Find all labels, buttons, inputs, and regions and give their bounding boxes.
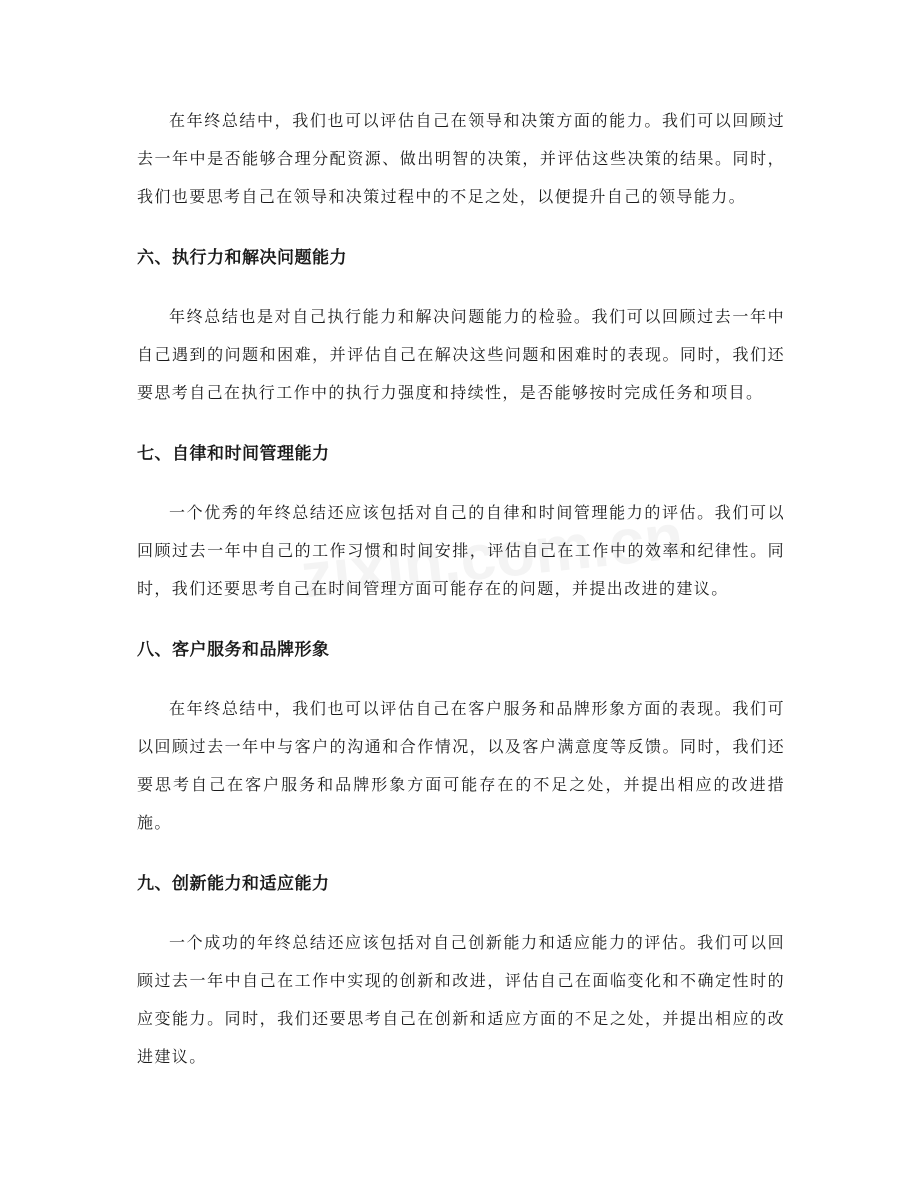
section-paragraph-7: 一个优秀的年终总结还应该包括对自己的自律和时间管理能力的评估。我们可以回顾过去一年中自己的工作习惯和时间安排，评估自己在工作中的效率和纪律性。同时，我们还要思考自己在时间管理方面可能存在的问题，并提出改进的建议。	[137, 503, 785, 598]
section-heading-6: 六、执行力和解决问题能力	[137, 248, 347, 268]
section-heading-7: 七、自律和时间管理能力	[137, 444, 330, 464]
section-paragraph-8: 在年终总结中，我们也可以评估自己在客户服务和品牌形象方面的表现。我们可以回顾过去一年中与客户的沟通和合作情况，以及客户满意度等反馈。同时，我们还要思考自己在客户服务和品牌形象方面可能存在的不足之处，并提出相应的改进措施。	[137, 699, 785, 832]
document-body	[137, 102, 785, 1104]
section-paragraph-9: 一个成功的年终总结还应该包括对自己创新能力和适应能力的评估。我们可以回顾过去一年中自己在工作中实现的创新和改进，评估自己在面临变化和不确定性时的应变能力。同时，我们还要思考自己在创新和适应方面的不足之处，并提出相应的改进建议。	[137, 933, 785, 1066]
section-paragraph-6: 年终总结也是对自己执行能力和解决问题能力的检验。我们可以回顾过去一年中自己遇到的问题和困难，并评估自己在解决这些问题和困难时的表现。同时，我们还要思考自己在执行工作中的执行力强度和持续性，是否能够按时完成任务和项目。	[137, 307, 785, 402]
intro-paragraph: 在年终总结中，我们也可以评估自己在领导和决策方面的能力。我们可以回顾过去一年中是否能够合理分配资源、做出明智的决策，并评估这些决策的结果。同时，我们也要思考自己在领导和决策过程中的不足之处，以便提升自己的领导能力。	[137, 111, 785, 206]
section-heading-9: 九、创新能力和适应能力	[137, 874, 330, 894]
section-heading-8: 八、客户服务和品牌形象	[137, 640, 330, 660]
